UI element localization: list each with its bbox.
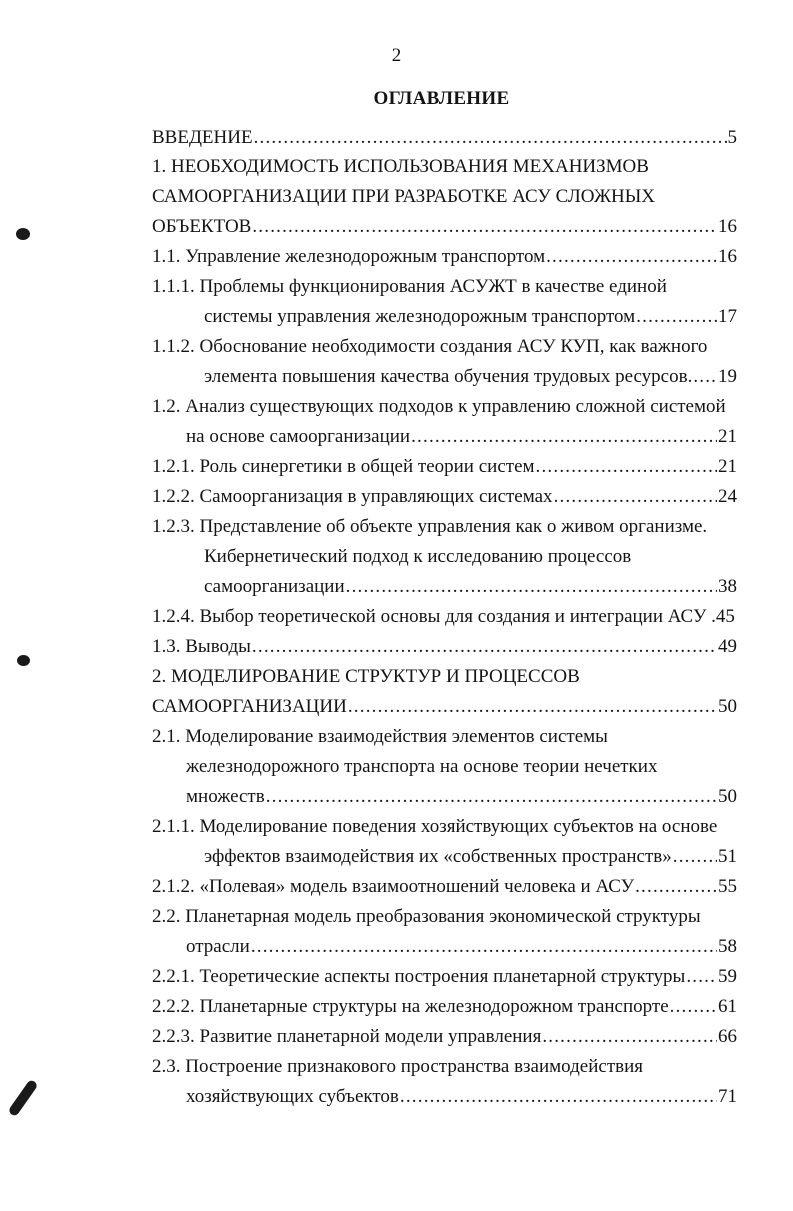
toc-entry-page: 5 — [727, 127, 737, 148]
toc-entry-line: 2.1. Моделирование взаимодействия элементов системы — [152, 726, 608, 747]
toc-entry-title: системы управления железнодорожным транспортом — [204, 306, 636, 327]
toc-leader-dots — [542, 1022, 717, 1052]
toc-entry-page: 19 — [718, 366, 737, 387]
toc-entry-title: отрасли — [186, 936, 250, 957]
toc-entry[interactable] — [186, 932, 737, 962]
toc-entry[interactable] — [152, 962, 737, 992]
toc-entry[interactable] — [152, 602, 737, 632]
toc-leader-dots — [411, 422, 717, 452]
toc-entry-title: 1.1. Управление железнодорожным транспортом — [152, 246, 546, 267]
toc-leader-dots — [266, 782, 717, 812]
toc-entry[interactable] — [152, 482, 737, 512]
toc-entry[interactable] — [186, 1082, 737, 1112]
toc-entry-title: 2.2.1. Теоретические аспекты построения планетарной структуры — [152, 966, 686, 987]
toc-entry[interactable] — [204, 842, 737, 872]
toc-entry-page: 71 — [718, 1086, 737, 1107]
toc-entry[interactable] — [204, 302, 737, 332]
toc-leader-dots — [636, 302, 717, 332]
toc-entry[interactable] — [186, 422, 737, 452]
toc-entry-title: элемента повышения качества обучения трудовых ресурсов. — [204, 366, 693, 387]
toc-entry[interactable] — [152, 242, 737, 272]
toc-entry[interactable] — [186, 782, 737, 812]
toc-leader-dots — [346, 572, 717, 602]
toc-entry-title: хозяйствующих субъектов — [186, 1086, 399, 1107]
toc-entry-line: 1. НЕОБХОДИМОСТЬ ИСПОЛЬЗОВАНИЯ МЕХАНИЗМОВ — [152, 156, 649, 177]
toc-entry[interactable] — [152, 123, 737, 153]
toc-entry-title: самоорганизации — [204, 576, 345, 597]
scan-mark — [7, 1079, 38, 1118]
toc-entry-page: 38 — [718, 576, 737, 597]
toc-entry-line: 1.2.3. Представление об объекте управления как о живом организме. — [152, 516, 708, 537]
toc-entry-line: 1.1.2. Обоснование необходимости создания АСУ КУП, как важного — [152, 336, 708, 357]
toc-entry-title: 2.2.2. Планетарные структуры на железнодорожном транспорте — [152, 996, 669, 1017]
toc-entry-title: 1.2.1. Роль синергетики в общей теории систем — [152, 456, 535, 477]
scan-mark — [17, 655, 30, 666]
toc-entry[interactable] — [204, 572, 737, 602]
toc-entry-page: 55 — [718, 876, 737, 897]
toc-entry-page: 21 — [718, 426, 737, 447]
toc-entry-title: ВВЕДЕНИЕ — [152, 127, 253, 148]
toc-entry-title: эффектов взаимодействия их «собственных пространств» — [204, 846, 672, 867]
toc-leader-dots — [254, 123, 727, 153]
toc-leader-dots — [554, 482, 717, 512]
toc-entry[interactable] — [152, 992, 737, 1022]
toc-entry-title: 1.2.2. Самоорганизация в управляющих системах — [152, 486, 553, 507]
toc-entry-line: железнодорожного транспорта на основе теории нечетких — [186, 756, 658, 777]
toc-entry-line: 1.2. Анализ существующих подходов к управлению сложной системой — [152, 396, 726, 417]
toc-entry-title: ОБЪЕКТОВ — [152, 216, 252, 237]
toc-leader-dots — [252, 632, 717, 662]
toc-leader-dots — [686, 962, 717, 992]
toc-entry-title: САМООРГАНИЗАЦИИ — [152, 696, 347, 717]
toc-leader-dots — [693, 362, 717, 392]
toc-entry-line: 2. МОДЕЛИРОВАНИЕ СТРУКТУР И ПРОЦЕССОВ — [152, 666, 580, 687]
toc-entry-page: 66 — [718, 1026, 737, 1047]
toc-leader-dots — [348, 692, 717, 722]
toc-entry-page: 59 — [718, 966, 737, 987]
toc-entry-page: 21 — [718, 456, 737, 477]
toc-entry-page: 45 — [715, 606, 735, 627]
toc-leader-dots — [546, 242, 717, 272]
toc-leader-dots — [673, 842, 717, 872]
toc-entry-page: 49 — [718, 636, 737, 657]
page-number: 2 — [391, 45, 402, 66]
toc-entry[interactable] — [152, 452, 737, 482]
toc-entry-line: САМООРГАНИЗАЦИИ ПРИ РАЗРАБОТКЕ АСУ СЛОЖНЫХ — [152, 186, 656, 207]
toc-entry[interactable] — [152, 692, 737, 722]
toc-entry-title: 1.2.4. Выбор теоретической основы для создания и интеграции АСУ . — [152, 606, 716, 627]
toc-entry[interactable] — [204, 362, 737, 392]
scan-mark — [16, 228, 30, 240]
toc-entry-page: 50 — [718, 786, 737, 807]
toc-entry-title: 2.2.3. Развитие планетарной модели управления — [152, 1026, 542, 1047]
toc-entry-line: 1.1.1. Проблемы функционирования АСУЖТ в качестве единой — [152, 276, 667, 297]
toc-entry[interactable] — [152, 212, 737, 242]
toc-entry-page: 61 — [718, 996, 737, 1017]
toc-entry[interactable] — [152, 632, 737, 662]
toc-entry-page: 58 — [718, 936, 737, 957]
toc-leader-dots — [251, 932, 717, 962]
toc-entry-title: на основе самоорганизации — [186, 426, 411, 447]
toc-entry-page: 51 — [718, 846, 737, 867]
toc-entry-page: 24 — [718, 486, 737, 507]
toc-entry-page: 17 — [718, 306, 737, 327]
toc-leader-dots — [252, 212, 717, 242]
toc-entry-page: 16 — [718, 246, 737, 267]
toc-entry-line: 2.2. Планетарная модель преобразования экономической структуры — [152, 906, 701, 927]
toc-entry-title: множеств — [186, 786, 265, 807]
toc-entry[interactable] — [152, 872, 737, 902]
toc-leader-dots — [400, 1082, 717, 1112]
toc-title: ОГЛАВЛЕНИЕ — [373, 88, 510, 109]
toc-entry-title: 2.1.2. «Полевая» модель взаимоотношений человека и АСУ — [152, 876, 635, 897]
toc-leader-dots — [635, 872, 717, 902]
toc-leader-dots — [670, 992, 717, 1022]
toc-entry-line: Кибернетический подход к исследованию процессов — [204, 546, 632, 567]
toc-entry-page: 16 — [718, 216, 737, 237]
toc-entry[interactable] — [152, 1022, 737, 1052]
toc-leader-dots — [536, 452, 717, 482]
toc-entry-line: 2.3. Построение признакового пространства взаимодействия — [152, 1056, 644, 1077]
toc-entry-line: 2.1.1. Моделирование поведения хозяйствующих субъектов на основе — [152, 816, 718, 837]
toc-entry-page: 50 — [718, 696, 737, 717]
toc-entry-title: 1.3. Выводы — [152, 636, 251, 657]
